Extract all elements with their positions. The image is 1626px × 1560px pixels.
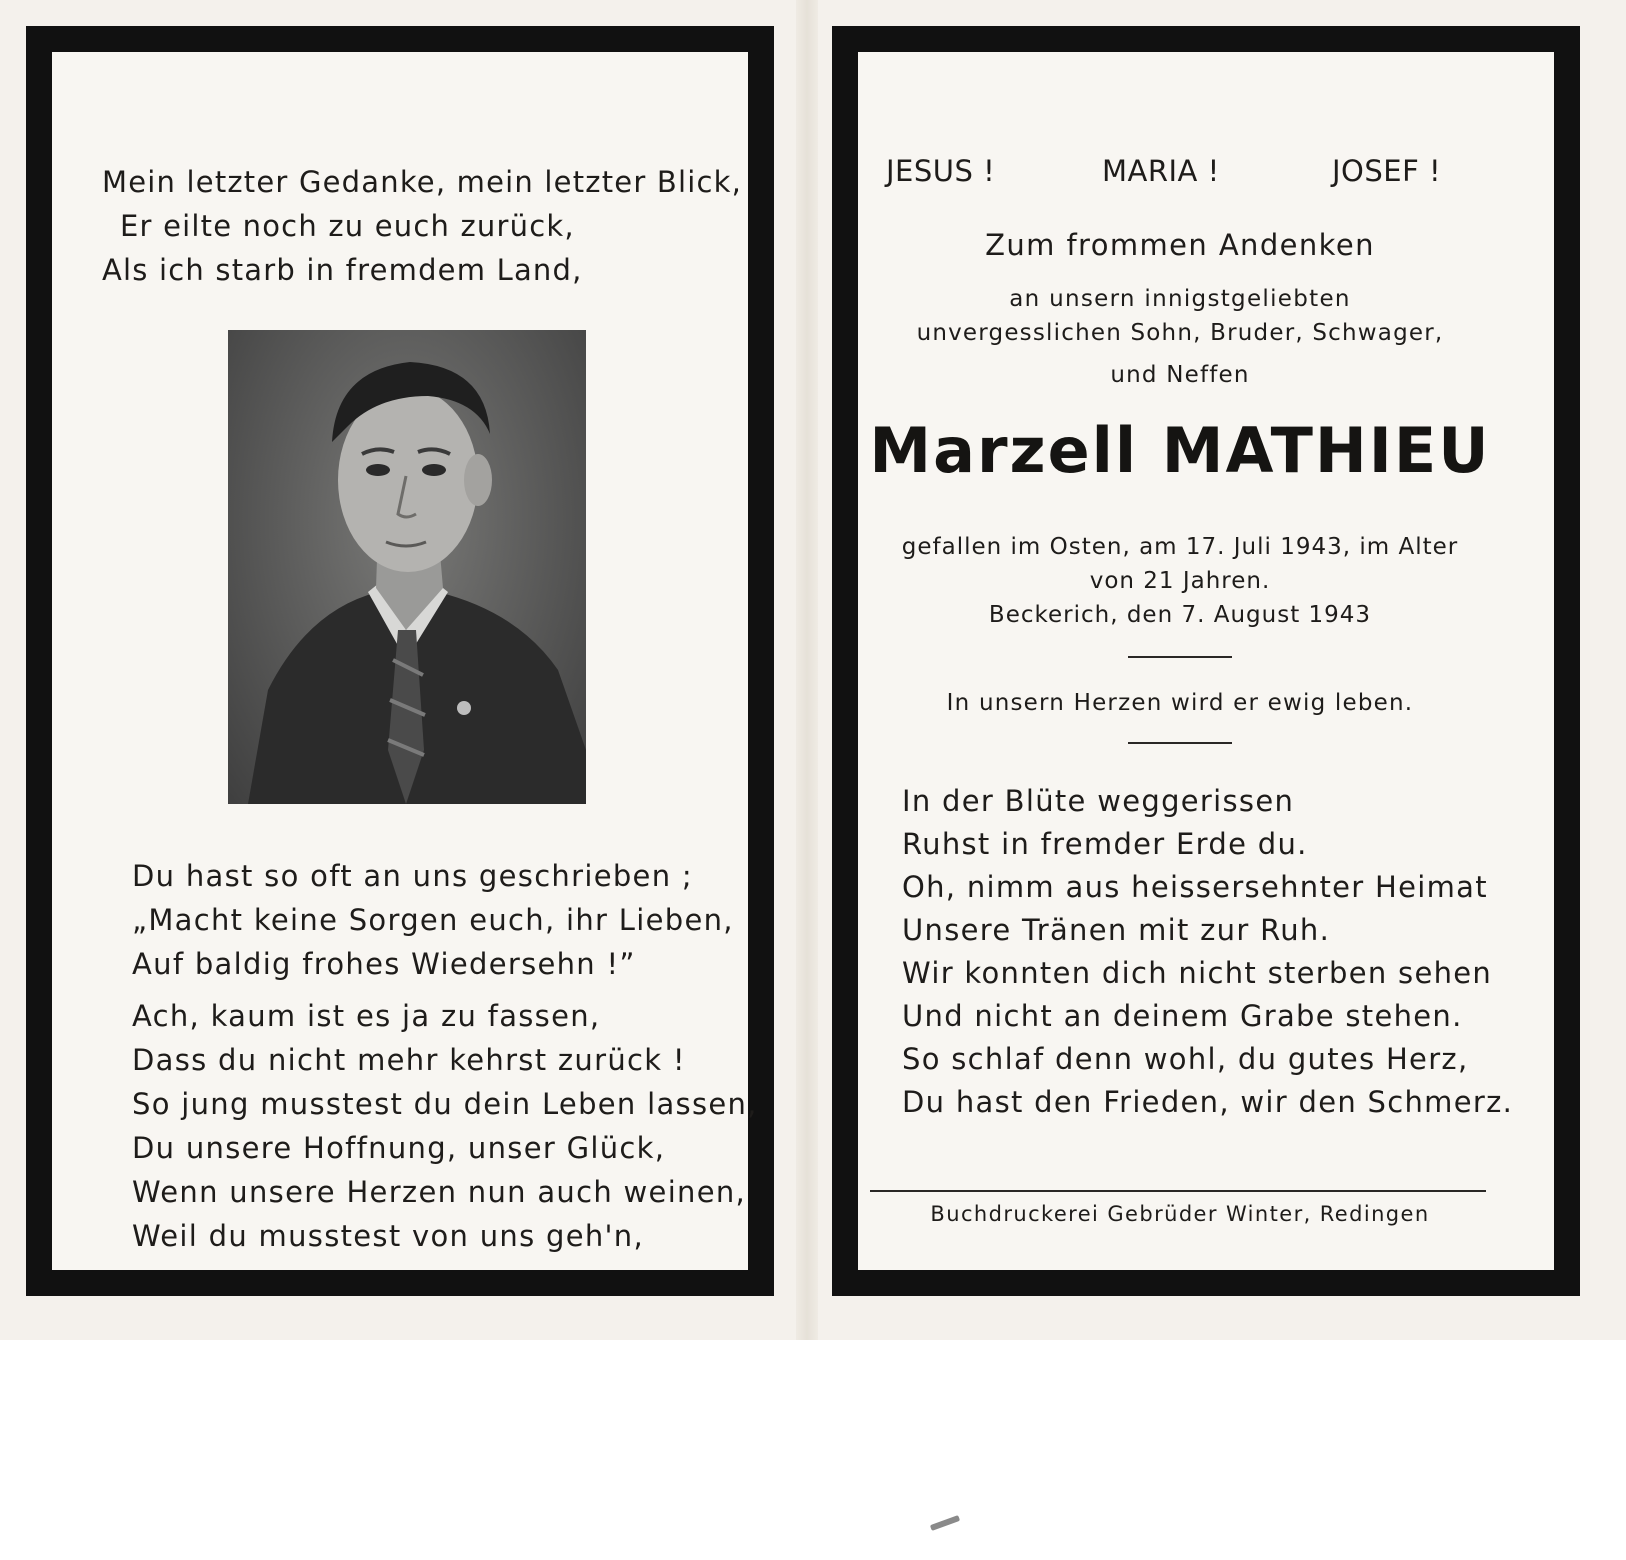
verse-line: Dass du nicht mehr kehrst zurück ! (132, 1043, 686, 1077)
invocation-josef: JOSEF ! (1332, 154, 1442, 188)
invocation-maria: MARIA ! (1102, 154, 1220, 188)
verse-line: Du hast so oft an uns geschrieben ; (132, 859, 693, 893)
verse-line: Du unsere Hoffnung, unser Glück, (132, 1131, 666, 1165)
bottom-verse (132, 854, 758, 1258)
invocation-jesus: JESUS ! (886, 154, 996, 188)
footer-divider (870, 1190, 1486, 1192)
verse-line: Wenn unsere Herzen nun auch weinen, (132, 1175, 747, 1209)
poem-line: Wir konnten dich nicht sterben sehen (902, 956, 1493, 990)
card-fold (796, 0, 818, 1340)
verse-line: So jung musstest du dein Leben lassen, (132, 1087, 758, 1121)
dedication-line: unvergesslichen Sohn, Bruder, Schwager, (916, 320, 1444, 346)
motto: In unsern Herzen wird er ewig leben. (946, 690, 1414, 716)
poem-line: So schlaf denn wohl, du gutes Herz, (902, 1042, 1469, 1076)
verse-line: „Macht keine Sorgen euch, ihr Lieben, (132, 903, 734, 937)
poem-line: Und nicht an deinem Grabe stehen. (902, 999, 1463, 1033)
divider (1128, 742, 1232, 744)
poem (902, 780, 1513, 1124)
verse-line: Er eilte noch zu euch zurück, (120, 209, 575, 243)
right-panel (832, 26, 1580, 1296)
verse-line: Weil du musstest von uns geh'n, (132, 1219, 645, 1253)
detail-line: von 21 Jahren. (1089, 568, 1271, 594)
poem-line: Oh, nimm aus heissersehnter Heimat (902, 870, 1488, 904)
detail-line: gefallen im Osten, am 17. Juli 1943, im Alter (901, 534, 1459, 560)
verse-line: Als ich starb in fremdem Land, (102, 253, 583, 287)
top-verse (102, 160, 742, 292)
divider (1128, 656, 1232, 658)
dedication-line: an unsern innigstgeliebten (1009, 286, 1351, 312)
dedication-line: und Neffen (1110, 362, 1250, 388)
verse-line: Ach, kaum ist es ja zu fassen, (132, 999, 601, 1033)
andenken-heading: Zum frommen Andenken (985, 228, 1375, 262)
printer-credit: Buchdruckerei Gebrüder Winter, Redingen (930, 1202, 1430, 1226)
poem-line: Unsere Tränen mit zur Ruh. (902, 913, 1331, 947)
verse-line: Mein letzter Gedanke, mein letzter Blick, (102, 165, 743, 199)
left-panel (26, 26, 774, 1296)
scan-speck (930, 1515, 960, 1531)
deceased-name: Marzell MATHIEU (869, 414, 1491, 487)
poem-line: Ruhst in fremder Erde du. (902, 827, 1308, 861)
portrait-photo (228, 330, 586, 804)
poem-line: Du hast den Frieden, wir den Schmerz. (902, 1085, 1514, 1119)
poem-line: In der Blüte weggerissen (902, 784, 1295, 818)
detail-line: Beckerich, den 7. August 1943 (988, 602, 1372, 628)
verse-line: Auf baldig frohes Wiedersehn !” (132, 947, 636, 981)
portrait-figure (228, 330, 586, 804)
